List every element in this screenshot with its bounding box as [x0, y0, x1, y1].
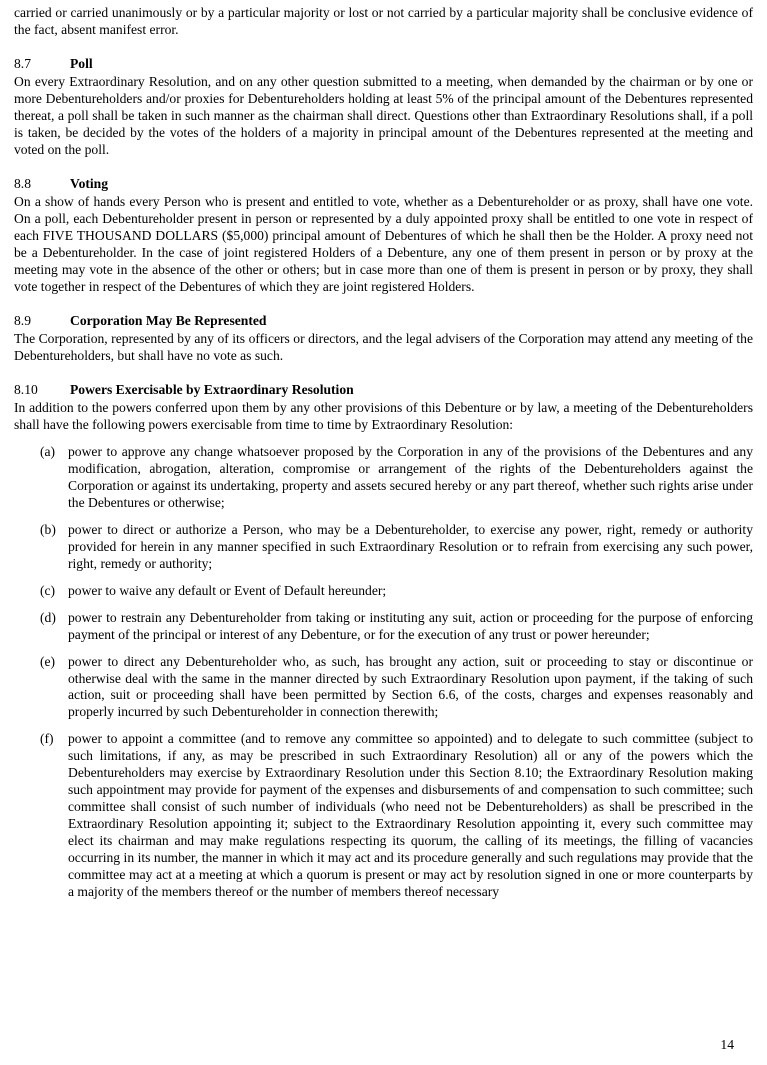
list-item-f: [40, 731, 753, 901]
section-body: On every Extraordinary Resolution, and on any other question submitted to a meeting, when demanded by the chairman or by one or more Debentureholders and/or proxies for Debentureholders holding at least 5% of the principal amount of the Debentures represented thereat, a poll shall be taken in such manner as the chairman shall direct. Questions other than Extraordinary Resolutions shall, if a poll is taken, be decided by the votes of the holders of a majority in principal amount of the Debentures represented at the meeting and voted on the poll.: [14, 73, 753, 157]
continuation-paragraph: carried or carried unanimously or by a particular majority or lost or not carried by a particular majority shall be conclusive evidence of the fact, absent manifest error.: [14, 5, 753, 37]
item-label: (e): [40, 653, 56, 669]
section-body: In addition to the powers conferred upon them by any other provisions of this Debenture or by law, a meeting of the Debentureholders shall have the following powers exercisable from time to time by Extraordinary Resolution:: [14, 399, 753, 432]
item-label: (d): [40, 609, 56, 625]
section-title: Powers Exercisable by Extraordinary Resolution: [70, 381, 354, 397]
section-heading: [14, 313, 753, 330]
item-text: power to direct or authorize a Person, who may be a Debentureholder, to exercise any power, right, remedy or authority provided for herein in any manner specified in such Extraordinary Resolution or to refrain from exercising any such power, right, remedy or authority;: [68, 521, 753, 571]
item-label: (f): [40, 731, 54, 747]
section-body: On a show of hands every Person who is present and entitled to vote, whether as a Debentureholder or as proxy, shall have one vote. On a poll, each Debentureholder present in person or represented by a duly appointed proxy shall be entitled to one vote in respect of each FIVE THOUSAND DOLLARS ($5,000) principal amount of Debentures of which he shall then be the Holder. A proxy need not be a Debentureholder. In the case of joint registered Holders of a Debenture, any one of them present in person or by proxy at the meeting may vote in the absence of the other or others; but in case more than one of them is present in person or by proxy, they shall vote together in respect of the Debentures of which they are joint registered Holders.: [14, 193, 753, 294]
section-8-9: [14, 313, 753, 365]
section-heading: [14, 176, 753, 193]
section-number: 8.10: [14, 381, 38, 397]
section-8-8: [14, 176, 753, 296]
list-item-c: [40, 583, 753, 600]
item-text: power to appoint a committee (and to remove any committee so appointed) and to delegate to such committee (subject to such limitations, if any, as may be prescribed in such Extraordinary Resolution) all or any of the powers which the Debentureholders may exercise by Extraordinary Resolution under this Section 8.10; the Extraordinary Resolution making such appointment may provide for payment of the expenses and disbursements of and compensation to such committee; such committee shall consist of such number of individuals (who need not be Debentureholders) as shall be prescribed in the Extraordinary Resolution appointing it; subject to the Extraordinary Resolution appointing it, every such committee may elect its chairman and may make regulations respecting its quorum, the calling of its meetings, the filling of vacancies occurring in its number, the manner in which it may act and its procedure generally and such regulations may provide that the committee may act at a meeting at which a quorum is present or may act by resolution signed in one or more counterparts by a majority of the members thereof or the number of members thereof necessary: [68, 731, 753, 900]
lettered-list: [14, 444, 753, 902]
item-text: power to restrain any Debentureholder from taking or instituting any suit, action or proceeding for the purpose of enforcing payment of the principal or interest of any Debenture, or for the execution of any trust or power hereunder;: [68, 609, 753, 642]
section-8-7: [14, 56, 753, 159]
item-text: power to direct any Debentureholder who, as such, has brought any action, suit or proceeding to stay or discontinue or otherwise deal with the same in the manner directed by such Extraordinary Resolution upon payment, if the taking of such action, suit or proceeding shall have been permitted by Section 6.6, of the costs, charges and expenses reasonably and properly incurred by such Debentureholder in connection therewith;: [68, 653, 753, 720]
section-title: Corporation May Be Represented: [70, 312, 267, 328]
item-text: power to approve any change whatsoever proposed by the Corporation in any of the provisions of the Debentures and any modification, abrogation, alteration, compromise or arrangement of the rights of the Debentureholders against the Corporation or against its undertaking, property and assets secured hereby or any part thereof, whether such rights arise under the Debentures or otherwise;: [68, 443, 753, 510]
section-number: 8.8: [14, 175, 31, 191]
section-heading: [14, 56, 753, 73]
item-label: (c): [40, 582, 56, 598]
section-title: Poll: [70, 55, 93, 71]
list-item-d: [40, 610, 753, 644]
item-label: (a): [40, 443, 56, 459]
list-item-b: [40, 522, 753, 573]
section-title: Voting: [70, 175, 109, 191]
list-item-e: [40, 654, 753, 722]
section-number: 8.9: [14, 312, 31, 328]
item-label: (b): [40, 521, 56, 537]
item-text: power to waive any default or Event of Default hereunder;: [68, 582, 387, 598]
section-body: The Corporation, represented by any of its officers or directors, and the legal advisers of the Corporation may attend any meeting of the Debentureholders, but shall have no vote as such.: [14, 330, 753, 363]
page-number: 14: [720, 1037, 734, 1053]
section-8-10: [14, 382, 753, 902]
list-item-a: [40, 444, 753, 512]
section-number: 8.7: [14, 55, 31, 71]
section-heading: [14, 382, 753, 399]
